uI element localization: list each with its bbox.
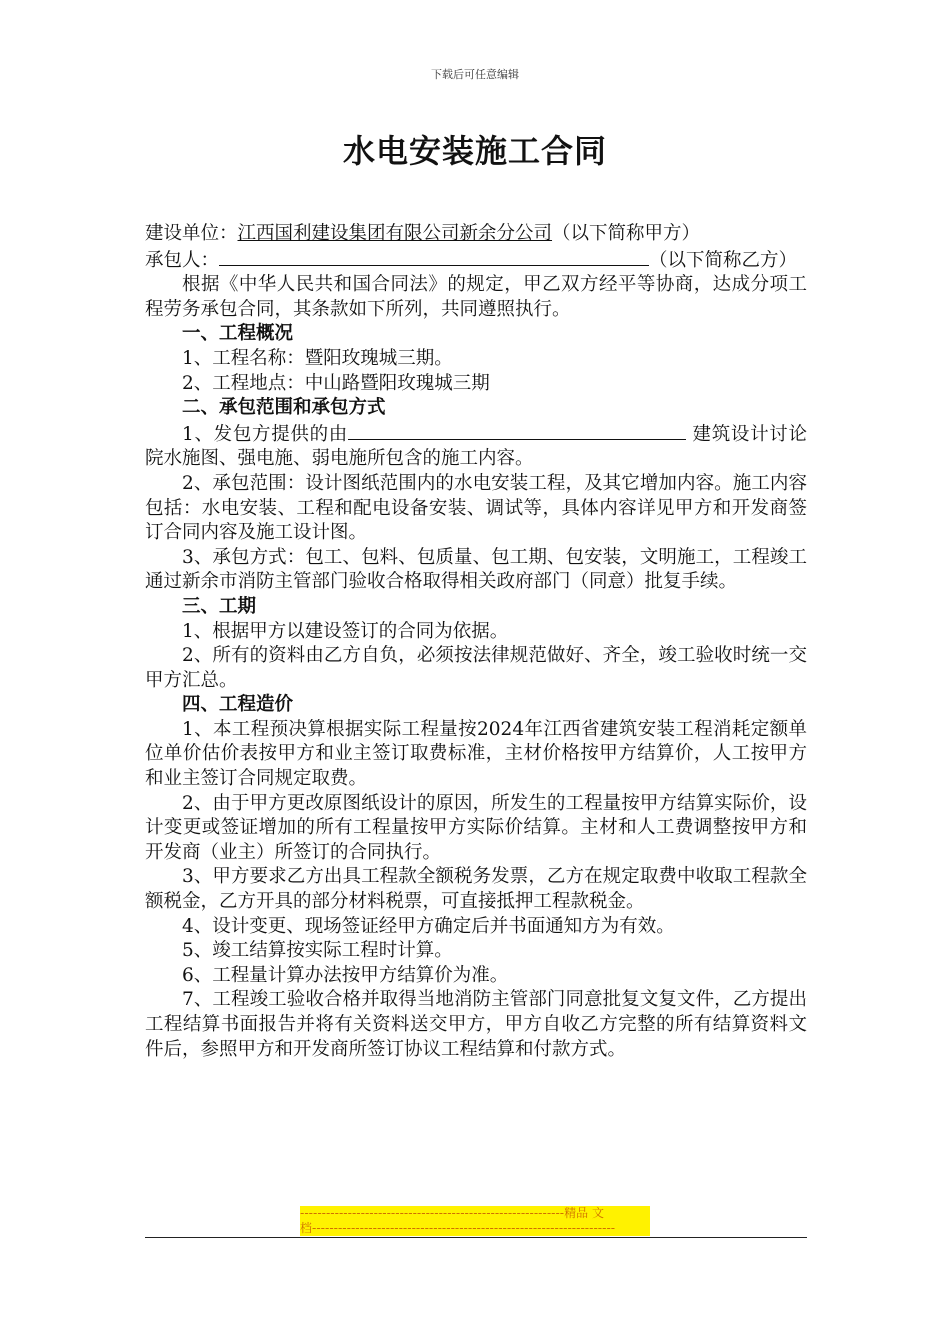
section-2-item: 2、承包范围：设计图纸范围内的水电安装工程，及其它增加内容。施工内容包括：水电安装、工程和配电设备安装、调试等，具体内容详见甲方和开发商签订合同内容及施工设计图。 bbox=[145, 472, 807, 544]
party-a-label: 建设单位： bbox=[145, 223, 238, 244]
section-heading-3: 三、工期 bbox=[182, 595, 257, 617]
section-heading-4: 四、工程造价 bbox=[182, 694, 294, 716]
contract-body bbox=[145, 222, 807, 1062]
party-b-line bbox=[145, 247, 807, 274]
party-b-suffix: （以下简称乙方） bbox=[649, 249, 798, 271]
footer-watermark-line-1: -------------------------------------------------------------精品 文 bbox=[300, 1206, 604, 1220]
section-4-item: 7、工程竣工验收合格并取得当地消防主管部门同意批复文复文件，乙方提出工程结算书面报告并将有关资料送交甲方，甲方自收乙方完整的所有结算资料文件后，参照甲方和开发商所签订协议工程结算和付款方式。 bbox=[145, 989, 807, 1060]
section-4-item: 6、工程量计算办法按甲方结算价为准。 bbox=[182, 964, 509, 986]
header-note: 下载后可任意编辑 bbox=[431, 68, 519, 81]
section-3-item: 2、所有的资料由乙方自负，必须按法律规范做好、齐全，竣工验收时统一交甲方汇总。 bbox=[145, 645, 807, 691]
designer-blank bbox=[348, 421, 686, 440]
section-4-item: 5、竣工结算按实际工程时计算。 bbox=[182, 940, 453, 962]
footer-watermark-band bbox=[300, 1206, 650, 1236]
party-a-name: 江西国利建设集团有限公司新余分公司 bbox=[237, 223, 553, 244]
party-b-label: 承包人： bbox=[145, 249, 220, 271]
party-a-suffix: （以下简称甲方） bbox=[552, 223, 701, 244]
section-3-item: 1、根据甲方以建设签订的合同为依据。 bbox=[182, 620, 509, 642]
section-heading-1: 一、工程概况 bbox=[182, 323, 294, 345]
section-4-item: 2、由于甲方更改原图纸设计的原因，所发生的工程量按甲方结算实际价，设计变更或签证增加的所有工程量按甲方实际价结算。主材和人工费调整按甲方和开发商（业主）所签订的合同执行。 bbox=[145, 792, 807, 863]
party-a-line bbox=[145, 222, 807, 247]
section-4-item: 3、甲方要求乙方出具工程款全额税务发票，乙方在规定取费中收取工程款全额税金，乙方开具的部分材料税票，可直接抵押工程款税金。 bbox=[145, 866, 807, 913]
footer-watermark-line-2: 档---------------------------------------------------------------------- bbox=[300, 1221, 616, 1235]
section-2-item1-prefix: 1、发包方提供的由 bbox=[182, 423, 348, 445]
section-2-item bbox=[145, 421, 807, 472]
section-heading-2: 二、承包范围和承包方式 bbox=[182, 397, 386, 419]
section-1-item: 1、工程名称：暨阳玫瑰城三期。 bbox=[182, 347, 453, 369]
section-4-item: 1、本工程预决算根据实际工程量按2024年江西省建筑安装工程消耗定额单位单价估价表按甲方和业主签订取费标准，主材价格按甲方结算价，人工按甲方和业主签订合同规定取费。 bbox=[145, 718, 807, 790]
intro-paragraph: 根据《中华人民共和国合同法》的规定，甲乙双方经平等协商，达成分项工程劳务承包合同，其条款如下所列，共同遵照执行。 bbox=[145, 274, 807, 320]
section-4-item: 4、设计变更、现场签证经甲方确定后并书面通知方为有效。 bbox=[182, 915, 675, 937]
section-2-item: 3、承包方式：包工、包料、包质量、包工期、包安装，文明施工，工程竣工通过新余市消防主管部门验收合格取得相关政府部门（同意）批复手续。 bbox=[145, 546, 807, 593]
document-title: 水电安装施工合同 bbox=[342, 132, 607, 170]
footer-divider bbox=[145, 1237, 807, 1238]
party-b-blank bbox=[219, 247, 649, 266]
section-1-item: 2、工程地点：中山路暨阳玫瑰城三期 bbox=[182, 372, 490, 394]
section-2-item1-suffix: 建筑设计讨论院水施图、强电施、弱电施所包含的施工内容。 bbox=[145, 423, 807, 470]
